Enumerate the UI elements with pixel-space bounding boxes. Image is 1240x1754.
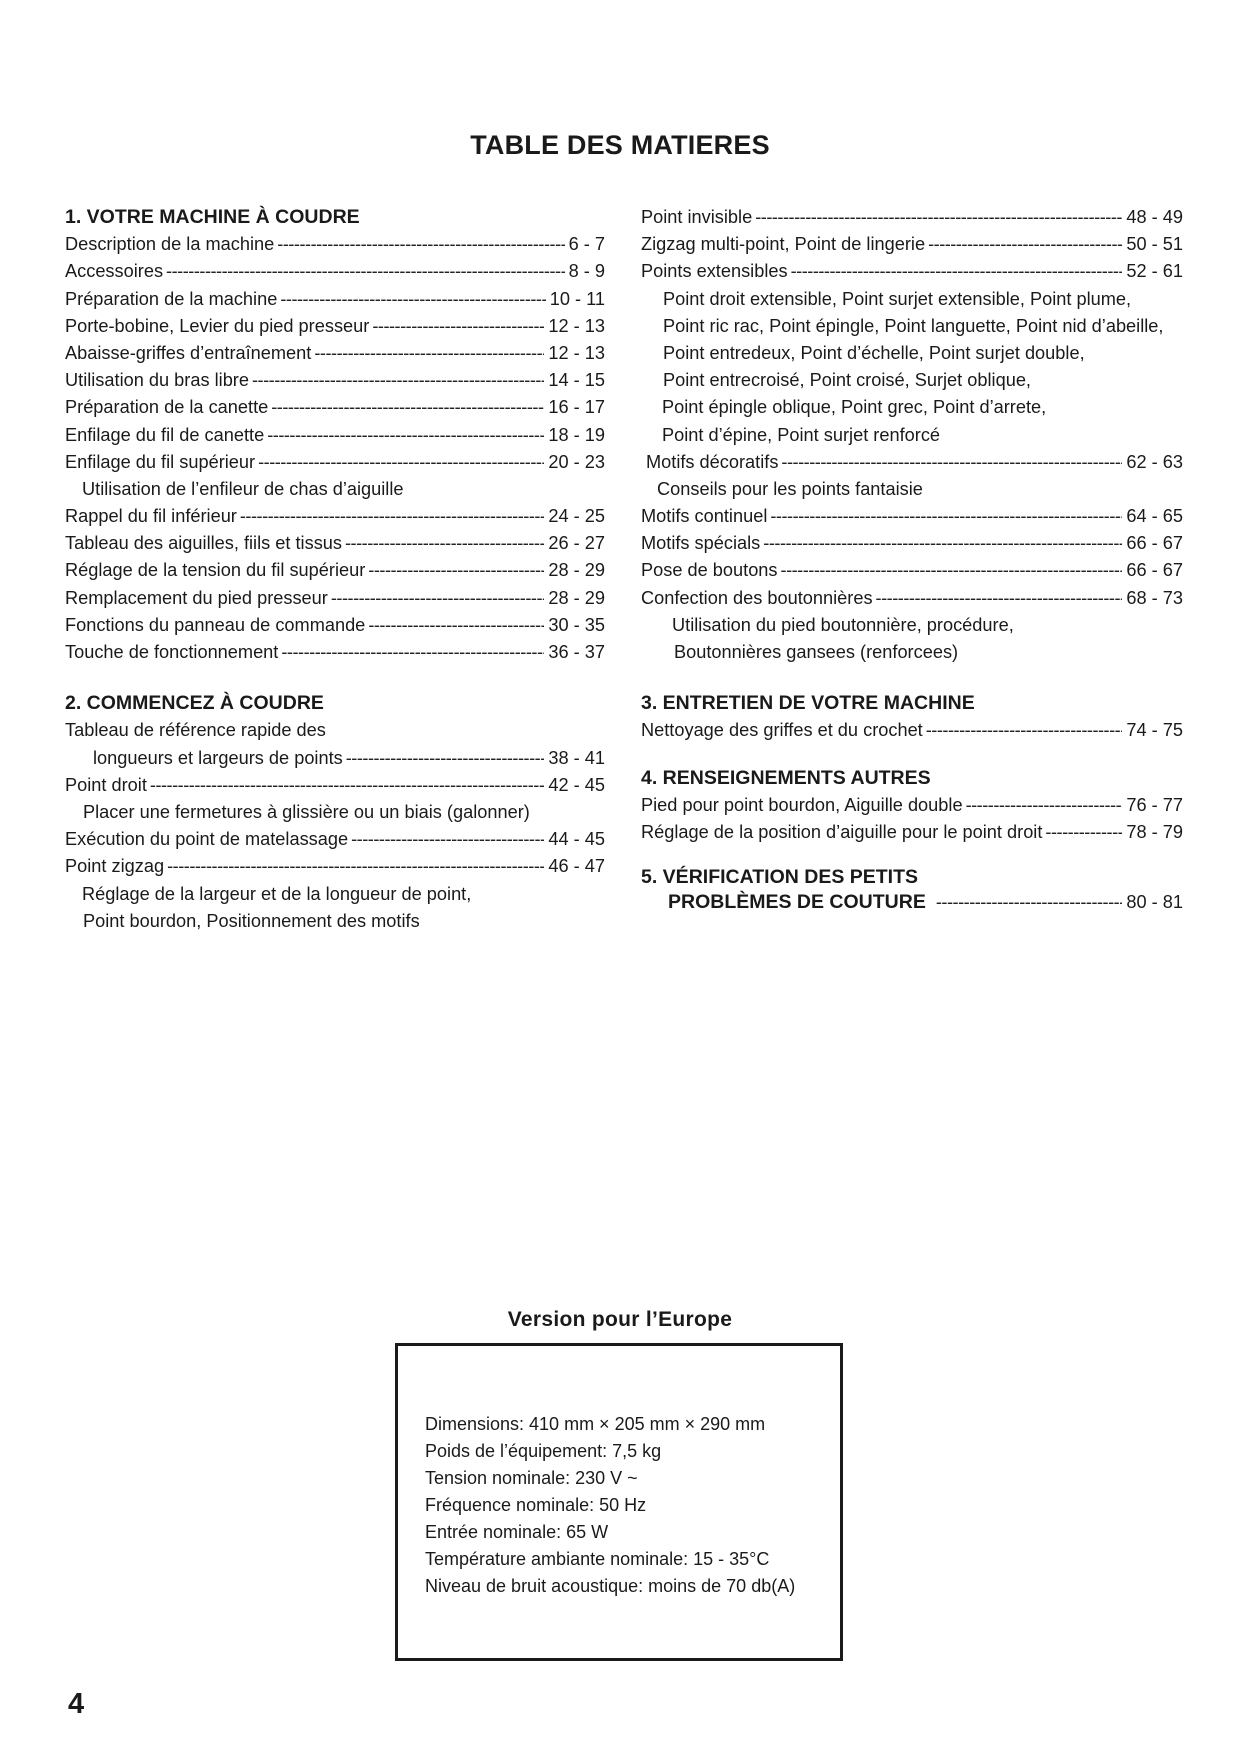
toc-left-column — [65, 204, 605, 935]
toc-sub-entry: Point bourdon, Positionnement des motifs — [83, 910, 420, 931]
leader-dashes — [258, 449, 544, 476]
toc-entry-label: Fonctions du panneau de commande — [65, 614, 366, 635]
leader-dashes — [781, 557, 1123, 584]
leader-dashes — [346, 745, 545, 772]
toc-entry-page: 30 - 35 — [548, 614, 605, 635]
leader-dashes — [150, 772, 544, 799]
toc-entry-page: 38 - 41 — [548, 747, 605, 768]
toc-entry-page: 46 - 47 — [548, 856, 605, 877]
spacer — [641, 745, 1183, 765]
leader-dashes — [368, 557, 544, 584]
toc-sub-entry: Réglage de la largeur et de la longueur de point, — [82, 883, 472, 904]
toc-sub-entry: Point épingle oblique, Point grec, Point d’arrete, — [662, 397, 1047, 418]
spacer — [65, 666, 605, 690]
toc-entry[interactable] — [65, 639, 605, 666]
toc-entry-page: 10 - 11 — [549, 288, 605, 309]
leader-dashes — [372, 313, 544, 340]
toc-right-column — [641, 204, 1183, 916]
toc-entry-page: 14 - 15 — [548, 370, 605, 391]
leader-dashes — [755, 204, 1122, 231]
toc-entry-label: Tableau des aiguilles, fiils et tissus — [65, 533, 342, 554]
toc-entry-label: Touche de fonctionnement — [65, 642, 279, 662]
toc-entry[interactable] — [641, 530, 1183, 557]
leader-dashes — [267, 422, 544, 449]
toc-entry-label: Motifs continuel — [641, 506, 768, 527]
toc-sub-entry: Point droit extensible, Point surjet extensible, Point plume, — [663, 288, 1132, 309]
spec-list — [425, 1411, 795, 1600]
toc-sub-entry: Utilisation du pied boutonnière, procédure, — [672, 614, 1014, 635]
section-heading-5-line2: PROBLÈMES DE COUTURE — [668, 891, 926, 914]
toc-entry-label: Préparation de la machine — [65, 288, 278, 309]
toc-entry-label: Points extensibles — [641, 261, 788, 282]
toc-entry-label: Description de la machine — [65, 234, 275, 255]
toc-entry-page: 6 - 7 — [568, 234, 605, 255]
toc-entry-page: 24 - 25 — [548, 506, 605, 527]
toc-entry-page: 50 - 51 — [1126, 234, 1183, 255]
toc-entry[interactable] — [65, 853, 605, 880]
toc-entry-page: 12 - 13 — [548, 315, 605, 336]
toc-entry-label: Tableau de référence rapide des — [65, 720, 326, 741]
page-title: TABLE DES MATIERES — [470, 130, 770, 160]
toc-entry[interactable] — [65, 422, 605, 449]
spacer — [641, 846, 1183, 866]
spec-item: Niveau de bruit acoustique: moins de 70 db(A) — [425, 1576, 796, 1596]
toc-sub-entry: Placer une fermetures à glissière ou un biais (galonner) — [83, 801, 530, 822]
toc-entry[interactable] — [65, 612, 605, 639]
section-heading-3: 3. ENTRETIEN DE VOTRE MACHINE — [641, 692, 975, 715]
toc-entry-page: 42 - 45 — [548, 774, 605, 795]
leader-dashes — [345, 530, 544, 557]
toc-entry[interactable] — [65, 286, 605, 313]
toc-entry-page: 26 - 27 — [548, 533, 605, 554]
toc-entry[interactable] — [65, 394, 605, 421]
toc-entry[interactable] — [65, 503, 605, 530]
leader-dashes — [240, 503, 545, 530]
toc-entry-page: 78 - 79 — [1126, 821, 1183, 842]
toc-entry-page: 66 - 67 — [1126, 560, 1183, 581]
toc-entry-label: Motifs spécials — [641, 533, 761, 554]
spacer — [641, 666, 1183, 690]
toc-entry[interactable] — [65, 449, 605, 476]
toc-entry-page: 36 - 37 — [548, 642, 605, 662]
spec-item: Température ambiante nominale: 15 - 35°C — [425, 1549, 770, 1569]
toc-entry-page: 62 - 63 — [1126, 451, 1183, 472]
toc-entry-label: Utilisation du bras libre — [65, 370, 249, 391]
toc-entry-page: 52 - 61 — [1126, 261, 1183, 282]
toc-entry-page: 12 - 13 — [548, 342, 605, 363]
toc-entry-label: Point zigzag — [65, 856, 165, 877]
leader-dashes — [271, 394, 544, 421]
toc-entry[interactable] — [641, 231, 1183, 258]
section-heading-5: 5. VÉRIFICATION DES PETITS — [641, 866, 919, 889]
toc-entry-page: 8 - 9 — [568, 261, 605, 282]
toc-entry-label: Nettoyage des griffes et du crochet — [641, 720, 923, 741]
spec-box — [395, 1343, 843, 1661]
toc-entry-page: 68 - 73 — [1126, 587, 1183, 608]
toc-entry[interactable] — [641, 204, 1183, 231]
toc-entry-label: Abaisse-griffes d’entraînement — [65, 342, 312, 363]
toc-entry-label: Confection des boutonnières — [641, 587, 873, 608]
toc-sub-entry: Conseils pour les points fantaisie — [657, 478, 923, 499]
toc-entry-label: Zigzag multi-point, Point de lingerie — [641, 234, 926, 255]
toc-entry[interactable] — [65, 530, 605, 557]
section-heading-1: 1. VOTRE MACHINE À COUDRE — [65, 206, 360, 228]
toc-entry-label: Réglage de la position d’aiguille pour le point droit — [641, 821, 1043, 842]
toc-entry-label: longueurs et largeurs de points — [93, 747, 343, 768]
spec-box-title: Version pour l’Europe — [507, 1308, 733, 1331]
leader-dashes — [770, 503, 1122, 530]
toc-entry-label: Rappel du fil inférieur — [65, 506, 237, 527]
leader-dashes — [166, 258, 565, 285]
toc-entry[interactable] — [641, 819, 1183, 846]
toc-entry[interactable] — [65, 745, 605, 772]
toc-entry-page: 76 - 77 — [1126, 794, 1183, 815]
section-heading-4: 4. RENSEIGNEMENTS AUTRES — [641, 766, 931, 789]
toc-entry[interactable] — [65, 313, 605, 340]
toc-entry-label: Exécution du point de matelassage — [65, 829, 349, 850]
toc-entry-label: Pose de boutons — [641, 560, 778, 581]
toc-entry-label: Enfilage du fil supérieur — [65, 451, 256, 472]
toc-entry-label: Motifs décoratifs — [646, 451, 779, 472]
toc-entry-label: Remplacement du pied presseur — [65, 587, 328, 608]
page-number: 4 — [68, 1688, 85, 1720]
leader-dashes — [331, 585, 545, 612]
toc-sub-entry: Point entredeux, Point d’échelle, Point surjet double, — [663, 342, 1085, 363]
leader-dashes — [791, 258, 1123, 285]
toc-entry-page: 64 - 65 — [1126, 506, 1183, 527]
toc-entry-page: 44 - 45 — [548, 829, 605, 850]
leader-dashes — [928, 231, 1122, 258]
toc-sub-entry: Point ric rac, Point épingle, Point languette, Point nid d’abeille, — [663, 315, 1164, 336]
toc-entry-label: Enfilage du fil de canette — [65, 424, 265, 445]
toc-entry-label: Point invisible — [641, 207, 753, 227]
toc-entry-page: 48 - 49 — [1126, 207, 1183, 227]
leader-dashes — [281, 639, 544, 666]
toc-entry-page: 18 - 19 — [548, 424, 605, 445]
toc-entry[interactable] — [65, 585, 605, 612]
leader-dashes — [966, 792, 1123, 819]
toc-entry-page: 16 - 17 — [548, 397, 605, 418]
toc-entry-label: Réglage de la tension du fil supérieur — [65, 560, 366, 581]
toc-entry[interactable] — [65, 826, 605, 853]
spec-item: Entrée nominale: 65 W — [425, 1522, 609, 1542]
toc-entry[interactable] — [641, 889, 1183, 916]
leader-dashes — [781, 449, 1122, 476]
toc-entry-label: Point droit — [65, 774, 147, 795]
leader-dashes — [314, 340, 544, 367]
toc-entry[interactable] — [65, 231, 605, 258]
toc-entry-page: 74 - 75 — [1126, 720, 1183, 741]
leader-dashes — [763, 530, 1122, 557]
spec-item: Fréquence nominale: 50 Hz — [425, 1495, 647, 1515]
toc-entry[interactable] — [641, 449, 1183, 476]
leader-dashes — [351, 826, 544, 853]
spec-item: Poids de l’équipement: 7,5 kg — [425, 1441, 662, 1461]
spec-item: Dimensions: 410 mm × 205 mm × 290 mm — [425, 1414, 766, 1434]
leader-dashes — [277, 231, 564, 258]
toc-entry-page: 80 - 81 — [1126, 892, 1183, 913]
toc-entry[interactable] — [641, 557, 1183, 584]
toc-entry-label: Accessoires — [65, 261, 164, 282]
toc-entry[interactable] — [641, 258, 1183, 285]
leader-dashes — [936, 889, 1123, 916]
leader-dashes — [1045, 819, 1122, 846]
toc-sub-entry: Point entrecroisé, Point croisé, Surjet oblique, — [663, 370, 1031, 391]
spec-item: Tension nominale: 230 V ~ — [425, 1468, 638, 1488]
toc-entry[interactable] — [641, 503, 1183, 530]
section-heading-2: 2. COMMENCEZ À COUDRE — [65, 692, 324, 715]
toc-entry-label: Préparation de la canette — [65, 397, 269, 418]
toc-entry-page: 20 - 23 — [548, 451, 605, 472]
toc-entry[interactable] — [641, 792, 1183, 819]
leader-dashes — [167, 853, 544, 880]
toc-sub-entry: Point d’épine, Point surjet renforcé — [662, 424, 941, 445]
toc-entry[interactable] — [65, 772, 605, 799]
leader-dashes — [876, 585, 1123, 612]
toc-entry[interactable] — [65, 367, 605, 394]
toc-entry-label: Porte-bobine, Levier du pied presseur — [65, 315, 370, 336]
toc-sub-entry: Boutonnières gansees (renforcees) — [674, 642, 959, 662]
toc-entry[interactable] — [65, 557, 605, 584]
leader-dashes — [368, 612, 544, 639]
toc-entry[interactable] — [641, 717, 1183, 744]
toc-entry-page: 66 - 67 — [1126, 533, 1183, 554]
leader-dashes — [926, 717, 1123, 744]
toc-entry[interactable] — [641, 585, 1183, 612]
toc-entry-page: 28 - 29 — [548, 560, 605, 581]
toc-entry-page: 28 - 29 — [548, 587, 605, 608]
leader-dashes — [280, 286, 545, 313]
leader-dashes — [252, 367, 544, 394]
toc-entry[interactable] — [65, 340, 605, 367]
toc-sub-entry: Utilisation de l’enfileur de chas d’aiguille — [82, 478, 404, 499]
toc-entry[interactable] — [65, 258, 605, 285]
toc-entry-label: Pied pour point bourdon, Aiguille double — [641, 794, 963, 815]
